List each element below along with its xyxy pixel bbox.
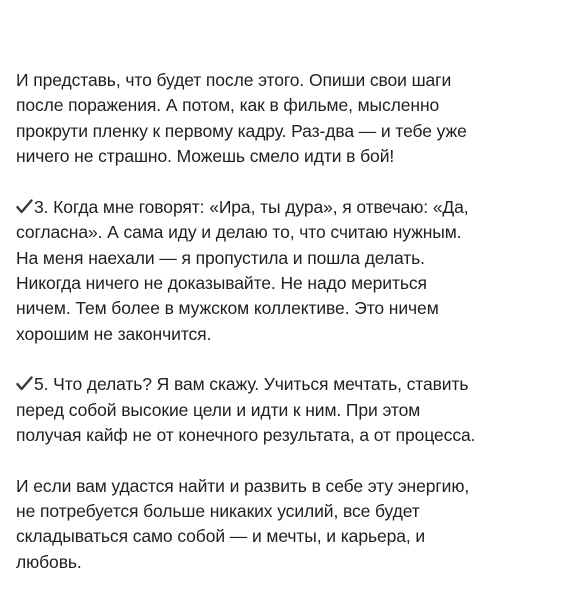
text-line: не потребуется больше никаких усилий, все будет bbox=[16, 501, 420, 522]
paragraph-gap bbox=[16, 170, 556, 195]
text-line: На меня наехали — я пропустила и пошла делать. bbox=[16, 247, 425, 268]
check-mark-icon bbox=[16, 376, 33, 391]
text-line: 3. Когда мне говорят: «Ира, ты дура», я отвечаю: «Да, bbox=[34, 196, 469, 217]
text-line: 5. Что делать? Я вам скажу. Учиться мечтать, ставить bbox=[34, 374, 469, 395]
text-line-with-check bbox=[16, 372, 556, 397]
text-line-with-check bbox=[16, 195, 556, 220]
paragraph-point-3 bbox=[16, 195, 556, 347]
paragraph-gap bbox=[16, 448, 556, 473]
paragraph-intro bbox=[16, 68, 556, 170]
text-line: перед собой высокие цели и идти к ним. При этом bbox=[16, 399, 421, 420]
text-line: складываться само собой — и мечты, и карьера, и bbox=[16, 526, 426, 547]
text-line: И представь, что будет после этого. Опиши свои шаги bbox=[16, 70, 452, 90]
text-line: согласна». А сама иду и делаю то, что считаю нужным. bbox=[16, 222, 462, 243]
text-line: получая кайф не от конечного результата, а от процесса. bbox=[16, 425, 476, 446]
text-line: И если вам удастся найти и развить в себе эту энергию, bbox=[16, 475, 470, 496]
post-text bbox=[16, 68, 556, 575]
text-line: Никогда ничего не доказывайте. Не надо мериться bbox=[16, 272, 427, 293]
check-mark-icon bbox=[16, 199, 33, 214]
text-line: хорошим не закончится. bbox=[16, 323, 212, 344]
paragraph-point-5 bbox=[16, 372, 556, 448]
text-line: ничего не страшно. Можешь смело идти в бой! bbox=[16, 146, 395, 167]
text-line: после поражения. А потом, как в фильме, мысленно bbox=[16, 95, 440, 116]
text-line: ничем. Тем более в мужском коллективе. Это ничем bbox=[16, 298, 439, 319]
text-line: любовь. bbox=[16, 551, 82, 572]
paragraph-gap bbox=[16, 347, 556, 372]
text-line: прокрути пленку к первому кадру. Раз-два — и тебе уже bbox=[16, 120, 467, 141]
paragraph-conclusion bbox=[16, 474, 556, 576]
